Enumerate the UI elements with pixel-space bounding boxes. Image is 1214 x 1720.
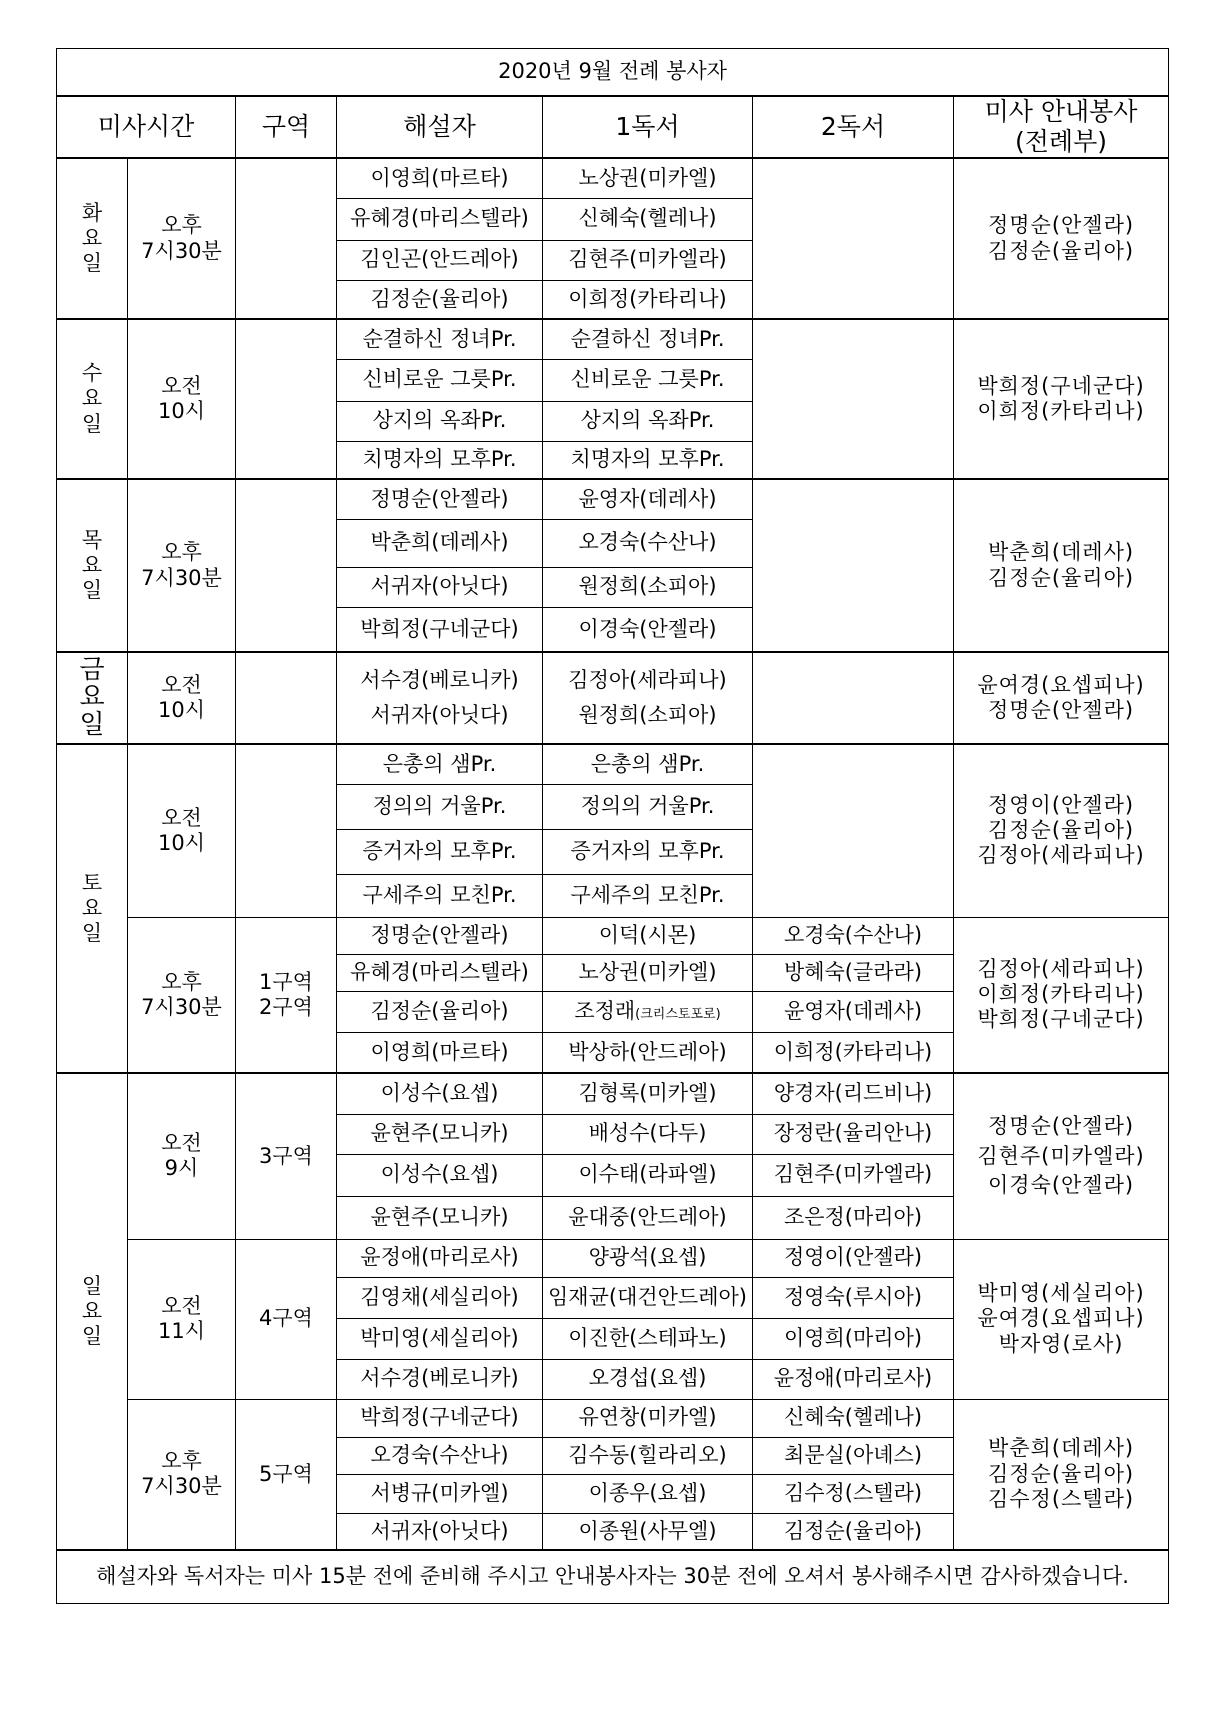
reader1-cell: 이진한(스테파노) [543,1318,753,1359]
commentator-cell: 서수경(베로니카) [337,1359,543,1399]
reader1-cell: 구세주의 모친Pr. [543,874,753,917]
commentator-cell: 오경숙(수산나) [337,1437,543,1474]
reader2-cell: 이영희(마리아) [753,1318,954,1359]
commentator-cell: 박미영(세실리아) [337,1318,543,1359]
commentator-cell: 서귀자(아닛다) [337,1513,543,1550]
guide-tuesday: 정명순(안젤라) 김정순(율리아) [954,158,1169,319]
reader2-cell [753,744,954,917]
guide-friday: 윤여경(요셉피나) 정명순(안젤라) [954,652,1169,744]
commentator-cell: 정명순(안젤라) [337,917,543,954]
reader2-cell: 김현주(미카엘라) [753,1154,954,1196]
reader1-cell: 김정아(세라피나) 원정희(소피아) [543,652,753,744]
commentator-cell: 서수경(베로니카) 서귀자(아닛다) [337,652,543,744]
time-wednesday: 오전 10시 [128,319,236,479]
footer-note: 해설자와 독서자는 미사 15분 전에 준비해 주시고 안내봉사자는 30분 전에 오셔서 봉사해주시면 감사하겠습니다. [57,1550,1169,1604]
reader1-cell: 조정래(크리스토포로) [543,991,753,1032]
day-friday: 금 요 일 [57,652,128,744]
header-time: 미사시간 [57,96,236,158]
reader2-cell: 조은정(마리아) [753,1196,954,1239]
reader1-cell: 은총의 샘Pr. [543,744,753,784]
reader1-cell: 증거자의 모후Pr. [543,829,753,874]
commentator-cell: 순결하신 정녀Pr. [337,319,543,359]
guide-sunday-pm: 박춘희(데레사) 김정순(율리아) 김수정(스텔라) [954,1399,1169,1550]
zone-sunday-9: 3구역 [236,1073,337,1239]
reader1-cell: 양광석(요셉) [543,1239,753,1277]
reader2-cell: 신혜숙(헬레나) [753,1399,954,1437]
reader2-cell: 정영숙(루시아) [753,1277,954,1318]
commentator-cell: 박희정(구네군다) [337,607,543,652]
reader1-cell: 윤대중(안드레아) [543,1196,753,1239]
reader2-cell: 양경자(리드비나) [753,1073,954,1114]
commentator-cell: 이영희(마르타) [337,158,543,198]
time-thursday: 오후 7시30분 [128,479,236,652]
commentator-cell: 김영채(세실리아) [337,1277,543,1318]
header-guide: 미사 안내봉사 (전례부) [954,96,1169,158]
reader2-cell [753,158,954,319]
day-sunday: 일 요 일 [57,1073,128,1550]
header-zone: 구역 [236,96,337,158]
commentator-cell: 박춘희(데레사) [337,519,543,567]
reader1-cell: 김현주(미카엘라) [543,240,753,280]
guide-wednesday: 박희정(구네군다) 이희정(카타리나) [954,319,1169,479]
commentator-cell: 윤현주(모니카) [337,1114,543,1154]
reader1-cell: 노상권(미카엘) [543,158,753,198]
time-tuesday: 오후 7시30분 [128,158,236,319]
header-reader1: 1독서 [543,96,753,158]
header-reader2: 2독서 [753,96,954,158]
reader1-cell: 이종원(사무엘) [543,1513,753,1550]
reader1-cell: 이덕(시몬) [543,917,753,954]
time-saturday-am: 오전 10시 [128,744,236,917]
zone-wednesday [236,319,337,479]
reader2-cell [753,479,954,652]
reader1-cell: 이희정(카타리나) [543,280,753,319]
reader1-cell: 치명자의 모후Pr. [543,441,753,479]
reader1-cell: 김수동(힐라리오) [543,1437,753,1474]
schedule-table [56,48,1169,1604]
reader1-cell: 배성수(다두) [543,1114,753,1154]
guide-thursday: 박춘희(데레사) 김정순(율리아) [954,479,1169,652]
reader1-cell: 상지의 옥좌Pr. [543,401,753,441]
reader1-cell: 이경숙(안젤라) [543,607,753,652]
commentator-cell: 김정순(율리아) [337,280,543,319]
time-saturday-pm: 오후 7시30분 [128,917,236,1073]
reader2-cell: 최문실(아녜스) [753,1437,954,1474]
commentator-cell: 김정순(율리아) [337,991,543,1032]
commentator-cell: 박희정(구네군다) [337,1399,543,1437]
time-sunday-pm: 오후 7시30분 [128,1399,236,1550]
zone-thursday [236,479,337,652]
time-friday: 오전 10시 [128,652,236,744]
reader2-cell [753,319,954,479]
commentator-cell: 유혜경(마리스텔라) [337,198,543,240]
reader2-cell: 장정란(율리안나) [753,1114,954,1154]
time-sunday-11: 오전 11시 [128,1239,236,1399]
day-wednesday: 수 요 일 [57,319,128,479]
reader2-cell: 이희정(카타리나) [753,1032,954,1073]
commentator-cell: 이성수(요셉) [337,1154,543,1196]
reader2-cell: 김정순(율리아) [753,1513,954,1550]
guide-saturday-pm: 김정아(세라피나) 이희정(카타리나) 박희정(구네군다) [954,917,1169,1073]
reader1-cell: 임재균(대건안드레아) [543,1277,753,1318]
reader1-cell: 노상권(미카엘) [543,954,753,991]
commentator-cell: 구세주의 모친Pr. [337,874,543,917]
reader1-cell: 오경섭(요셉) [543,1359,753,1399]
commentator-cell: 신비로운 그릇Pr. [337,359,543,401]
guide-saturday-am: 정영이(안젤라) 김정순(율리아) 김정아(세라피나) [954,744,1169,917]
commentator-cell: 정의의 거울Pr. [337,784,543,829]
zone-friday [236,652,337,744]
commentator-cell: 치명자의 모후Pr. [337,441,543,479]
day-thursday: 목 요 일 [57,479,128,652]
zone-saturday-am [236,744,337,917]
zone-saturday-pm: 1구역 2구역 [236,917,337,1073]
commentator-cell: 상지의 옥좌Pr. [337,401,543,441]
reader1-cell: 원정희(소피아) [543,567,753,607]
commentator-cell: 서병규(미카엘) [337,1474,543,1513]
reader2-cell: 김수정(스텔라) [753,1474,954,1513]
reader1-cell: 오경숙(수산나) [543,519,753,567]
guide-sunday-9: 정명순(안젤라) 김현주(미카엘라) 이경숙(안젤라) [954,1073,1169,1239]
reader1-cell: 유연창(미카엘) [543,1399,753,1437]
zone-sunday-pm: 5구역 [236,1399,337,1550]
reader1-cell: 신혜숙(헬레나) [543,198,753,240]
zone-sunday-11: 4구역 [236,1239,337,1399]
zone-tuesday [236,158,337,319]
reader1-cell: 신비로운 그릇Pr. [543,359,753,401]
reader2-cell: 방혜숙(글라라) [753,954,954,991]
page-title: 2020년 9월 전례 봉사자 [57,49,1169,97]
commentator-cell: 윤현주(모니카) [337,1196,543,1239]
reader1-cell: 윤영자(데레사) [543,479,753,519]
commentator-cell: 김인곤(안드레아) [337,240,543,280]
reader2-cell: 오경숙(수산나) [753,917,954,954]
reader2-cell: 윤영자(데레사) [753,991,954,1032]
reader1-cell: 이수태(라파엘) [543,1154,753,1196]
reader1-cell: 박상하(안드레아) [543,1032,753,1073]
commentator-cell: 윤정애(마리로사) [337,1239,543,1277]
reader1-cell: 김형록(미카엘) [543,1073,753,1114]
reader2-cell [753,652,954,744]
time-sunday-9: 오전 9시 [128,1073,236,1239]
commentator-cell: 서귀자(아닛다) [337,567,543,607]
day-saturday: 토 요 일 [57,744,128,1073]
header-commentator: 해설자 [337,96,543,158]
reader1-cell: 이종우(요셉) [543,1474,753,1513]
commentator-cell: 이성수(요셉) [337,1073,543,1114]
commentator-cell: 정명순(안젤라) [337,479,543,519]
commentator-cell: 증거자의 모후Pr. [337,829,543,874]
guide-sunday-11: 박미영(세실리아) 윤여경(요셉피나) 박자영(로사) [954,1239,1169,1399]
commentator-cell: 은총의 샘Pr. [337,744,543,784]
reader1-cell: 정의의 거울Pr. [543,784,753,829]
reader2-cell: 윤정애(마리로사) [753,1359,954,1399]
reader1-cell: 순결하신 정녀Pr. [543,319,753,359]
commentator-cell: 유혜경(마리스텔라) [337,954,543,991]
day-tuesday: 화 요 일 [57,158,128,319]
reader2-cell: 정영이(안젤라) [753,1239,954,1277]
commentator-cell: 이영희(마르타) [337,1032,543,1073]
